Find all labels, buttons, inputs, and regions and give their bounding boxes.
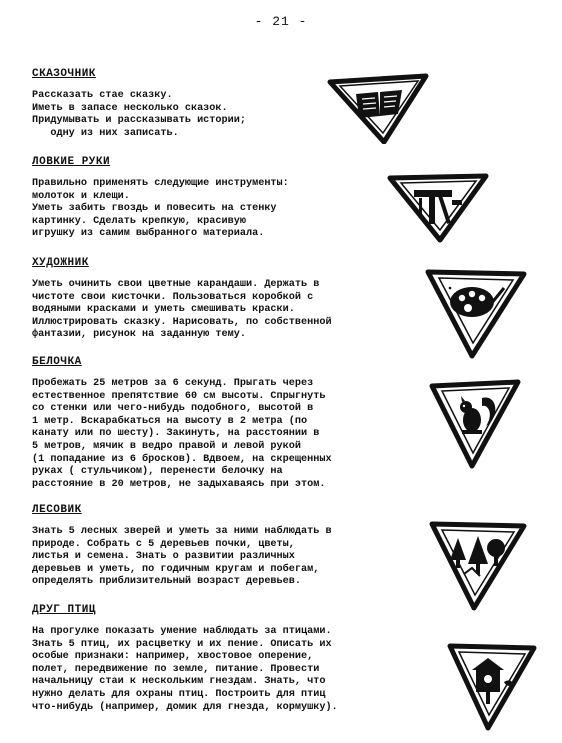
squirrel-icon — [428, 378, 522, 470]
section-body — [32, 378, 332, 491]
section-artist — [32, 257, 332, 342]
text-line: Уметь очинить свои цветные карандаши. Держать в — [32, 279, 320, 290]
section-skillful-hands — [32, 156, 289, 241]
text-line: что-нибудь (например, домик для гнезда, кормушку). — [32, 701, 338, 713]
text-line: нужно делать для охраны птиц. Построить для птиц — [32, 688, 326, 700]
section-forester — [32, 504, 332, 589]
text-line: деревьев и уметь, по годичным кругам и побегам, — [32, 563, 320, 575]
text-line: со стенки или чего-нибудь подобного, высотой в — [32, 403, 314, 415]
text-line: Пробежать 25 метров за 6 секунд. Прыгать через — [32, 378, 314, 389]
page-number: - 21 - — [254, 14, 308, 29]
section-title: БЕЛОЧКА — [32, 356, 82, 368]
section-title: ДРУГ ПТИЦ — [32, 604, 96, 616]
text-line: Знать 5 птиц, их расцветку и их пение. Описать их — [32, 638, 332, 650]
section-body — [32, 178, 289, 241]
text-line: расстояние в 20 метров, не задыхаваясь при этом. — [32, 478, 326, 490]
text-line: полет, передвижение по земле, питание. Провести — [32, 663, 320, 675]
section-bird-friend — [32, 604, 338, 714]
text-line: Знать 5 лесных зверей и уметь за ними наблюдать в — [32, 526, 332, 537]
open-book-icon — [326, 72, 430, 144]
text-line: руках ( стульчиком), перенести белочку на — [32, 466, 283, 478]
text-line: Придумывать и рассказывать истории; — [32, 115, 246, 127]
text-line: Рассказать стае сказку. — [32, 90, 173, 101]
text-line: природе. Собрать с 5 деревьев почки, цветы, — [32, 538, 295, 550]
section-body — [32, 626, 338, 714]
section-squirrel — [32, 356, 332, 491]
text-line: канату или по шесту). Закинуть, на расстоянии в — [32, 428, 320, 440]
text-line: особые признаки: например, хвостовое оперение, — [32, 651, 314, 663]
text-line: определять приблизительный возраст деревьев. — [32, 576, 301, 588]
section-body — [32, 90, 246, 140]
text-line: Уметь забить гвоздь и повесить на стенку — [32, 203, 277, 215]
section-title: ХУДОЖНИК — [32, 257, 89, 269]
text-line: Иметь в запасе несколько сказок. — [32, 102, 228, 114]
text-line: Иллюстрировать сказку. Нарисовать, по собственной — [32, 316, 332, 328]
birdhouse-icon — [446, 640, 538, 732]
text-line: (1 попадание из 6 бросков). Вдвоем, на скрещенных — [32, 453, 332, 465]
text-line: одну из них записать. — [32, 127, 179, 139]
section-storyteller — [32, 68, 246, 140]
section-title: ЛОВКИЕ РУКИ — [32, 156, 111, 168]
palette-icon — [424, 266, 528, 360]
text-line: фантазии, рисунок на заданную тему. — [32, 329, 246, 341]
forest-trees-icon — [428, 518, 528, 612]
text-line: 5 метров, мячик в ведро правой и левой рукой — [32, 440, 301, 452]
text-line: листья и семена. Знать о развитии различных — [32, 551, 295, 563]
text-line: водяными красками и уметь смешивать краски. — [32, 304, 295, 316]
text-line: естественное препятствие 60 см высоты. Спрыгнуть — [32, 390, 326, 402]
text-line: начальницу стаи к нескольким гнездам. Знать, что — [32, 676, 326, 688]
text-line: молоток и клещи. — [32, 190, 130, 202]
section-title: ЛЕСОВИК — [32, 504, 82, 516]
hammer-tools-icon — [386, 170, 490, 244]
text-line: игрушку из самим выбранного материала. — [32, 228, 265, 240]
section-body — [32, 526, 332, 589]
section-title: СКАЗОЧНИК — [32, 68, 96, 80]
text-line: картинку. Сделать крепкую, красивую — [32, 215, 246, 227]
section-body — [32, 279, 332, 342]
text-line: чистоте свои кисточки. Пользоваться коробкой с — [32, 291, 314, 303]
text-line: Правильно применять следующие инструменты: — [32, 178, 289, 189]
text-line: 1 метр. Вскарабкаться на высоту в 2 метра (по — [32, 415, 308, 427]
text-line: На прогулке показать умение наблюдать за птицами. — [32, 626, 332, 637]
